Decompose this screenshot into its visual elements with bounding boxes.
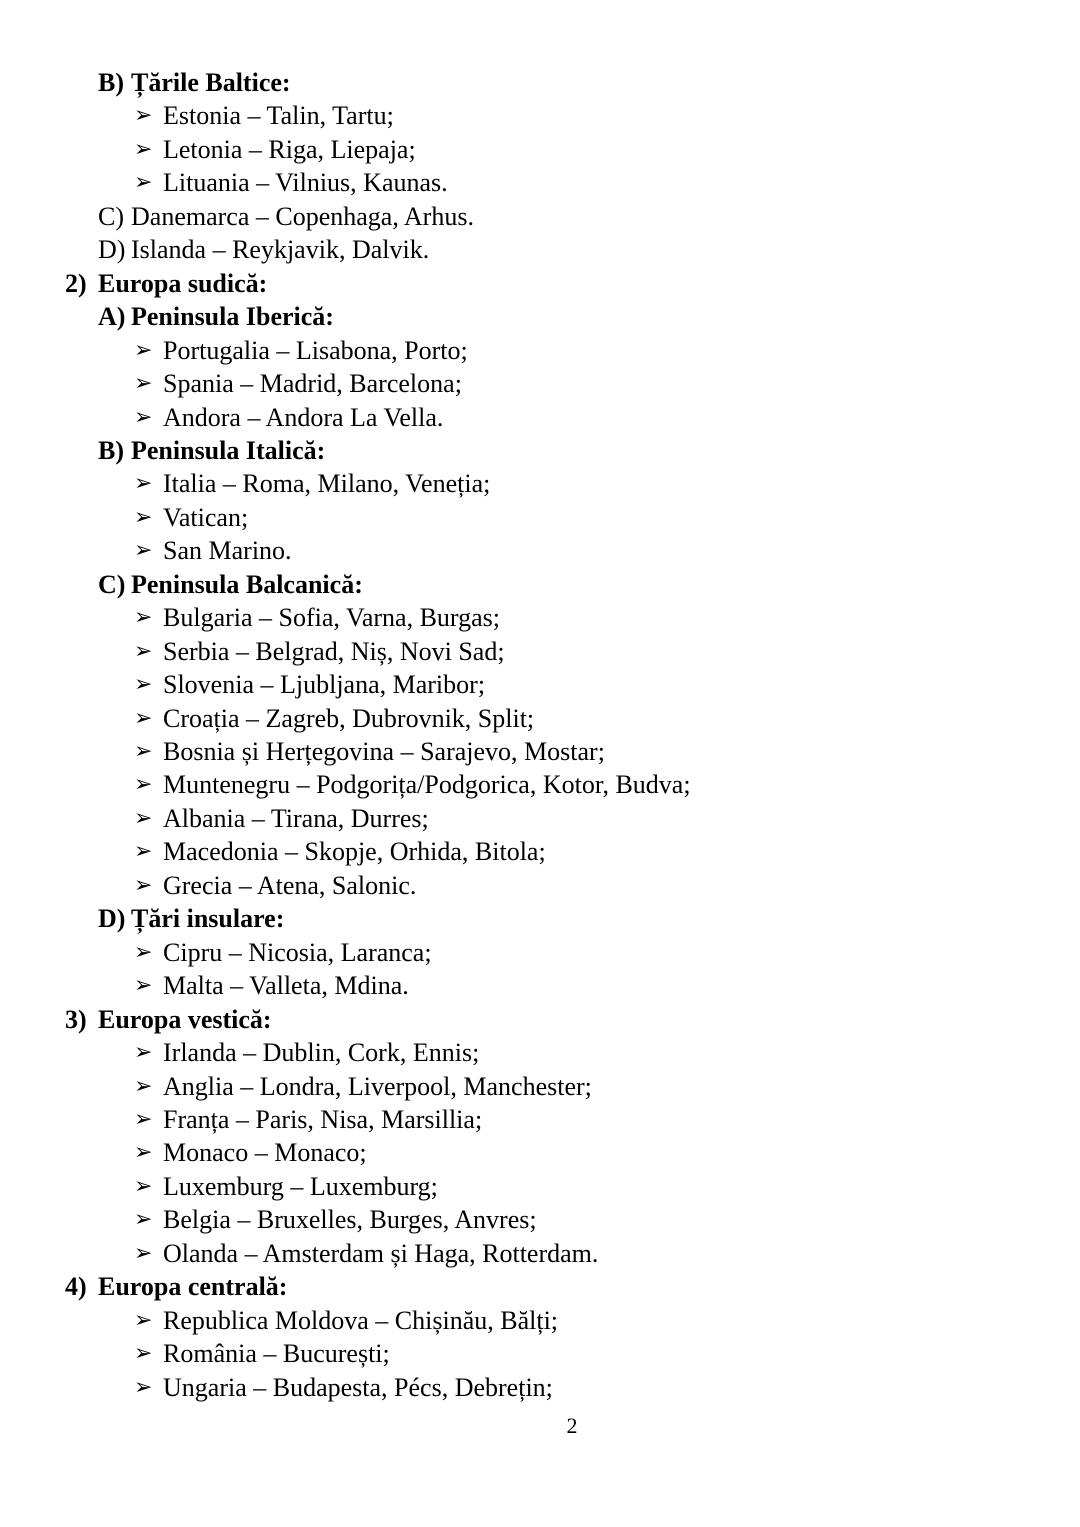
arrow-bullet-icon: ➢ bbox=[134, 872, 153, 898]
list-item-text: Italia – Roma, Milano, Veneția; bbox=[163, 469, 491, 499]
arrow-bullet-icon: ➢ bbox=[134, 1140, 153, 1166]
list-item-text: Macedonia – Skopje, Orhida, Bitola; bbox=[163, 837, 546, 867]
list-marker: 4) bbox=[65, 1272, 87, 1302]
subsection-title: Danemarca – Copenhaga, Arhus. bbox=[131, 201, 474, 231]
arrow-bullet-icon: ➢ bbox=[134, 103, 153, 129]
list-item-text: Vatican; bbox=[163, 502, 249, 532]
list-marker: 3) bbox=[65, 1004, 87, 1034]
subsection-title: Țări insulare: bbox=[131, 904, 285, 934]
list-item-text: Malta – Valleta, Mdina. bbox=[163, 971, 409, 1001]
list-item-text: Croația – Zagreb, Dubrovnik, Split; bbox=[163, 703, 535, 733]
arrow-bullet-icon: ➢ bbox=[134, 805, 153, 831]
list-item-text: Cipru – Nicosia, Laranca; bbox=[163, 937, 432, 967]
subsection-title: Peninsula Italică: bbox=[131, 435, 326, 465]
list-item-text: Irlanda – Dublin, Cork, Ennis; bbox=[163, 1038, 480, 1068]
arrow-bullet-icon: ➢ bbox=[134, 1307, 153, 1333]
list-item-text: Ungaria – Budapesta, Pécs, Debrețin; bbox=[163, 1372, 553, 1402]
list-item-text: Andora – Andora La Vella. bbox=[163, 402, 444, 432]
arrow-bullet-icon: ➢ bbox=[134, 538, 153, 564]
arrow-bullet-icon: ➢ bbox=[134, 939, 153, 965]
arrow-bullet-icon: ➢ bbox=[134, 638, 153, 664]
arrow-bullet-icon: ➢ bbox=[134, 705, 153, 731]
arrow-bullet-icon: ➢ bbox=[134, 1341, 153, 1367]
list-marker: D) bbox=[98, 904, 126, 934]
arrow-bullet-icon: ➢ bbox=[134, 1207, 153, 1233]
list-item-text: Anglia – Londra, Liverpool, Manchester; bbox=[163, 1071, 592, 1101]
list-item-text: Bulgaria – Sofia, Varna, Burgas; bbox=[163, 603, 500, 633]
list-item-text: România – București; bbox=[163, 1339, 390, 1369]
arrow-bullet-icon: ➢ bbox=[134, 1173, 153, 1199]
arrow-bullet-icon: ➢ bbox=[134, 1240, 153, 1266]
section-title: Europa sudică: bbox=[98, 268, 268, 298]
list-item-text: Grecia – Atena, Salonic. bbox=[163, 870, 417, 900]
list-item-text: Olanda – Amsterdam și Haga, Rotterdam. bbox=[163, 1238, 599, 1268]
list-item-text: Bosnia și Herțegovina – Sarajevo, Mostar; bbox=[163, 737, 605, 766]
subsection-title: Islanda – Reykjavik, Dalvik. bbox=[131, 235, 430, 265]
list-marker: C) bbox=[98, 201, 124, 231]
arrow-bullet-icon: ➢ bbox=[134, 973, 153, 999]
arrow-bullet-icon: ➢ bbox=[134, 170, 153, 196]
subsection-title: Peninsula Iberică: bbox=[131, 302, 334, 332]
arrow-bullet-icon: ➢ bbox=[134, 839, 153, 865]
arrow-bullet-icon: ➢ bbox=[134, 404, 153, 430]
arrow-bullet-icon: ➢ bbox=[134, 371, 153, 397]
arrow-bullet-icon: ➢ bbox=[134, 1040, 153, 1066]
arrow-bullet-icon: ➢ bbox=[134, 337, 153, 363]
list-item-text: Monaco – Monaco; bbox=[163, 1138, 367, 1168]
arrow-bullet-icon: ➢ bbox=[134, 1374, 153, 1400]
list-item-text: Lituania – Vilnius, Kaunas. bbox=[163, 168, 448, 198]
list-marker: B) bbox=[98, 68, 124, 97]
arrow-bullet-icon: ➢ bbox=[134, 605, 153, 631]
arrow-bullet-icon: ➢ bbox=[134, 136, 153, 162]
arrow-bullet-icon: ➢ bbox=[134, 1073, 153, 1099]
list-marker: A) bbox=[98, 302, 126, 332]
arrow-bullet-icon: ➢ bbox=[134, 504, 153, 530]
page-number: 2 bbox=[566, 1413, 578, 1438]
list-marker: B) bbox=[98, 435, 124, 465]
list-item-text: Slovenia – Ljubljana, Maribor; bbox=[163, 670, 486, 700]
list-marker: 2) bbox=[65, 268, 87, 298]
list-item-text: Franța – Paris, Nisa, Marsillia; bbox=[163, 1104, 483, 1134]
section-title: Europa centrală: bbox=[98, 1272, 288, 1302]
list-item-text: Republica Moldova – Chișinău, Bălți; bbox=[163, 1305, 559, 1335]
arrow-bullet-icon: ➢ bbox=[134, 471, 153, 497]
section-title: Europa vestică: bbox=[98, 1004, 272, 1034]
list-item-text: Estonia – Talin, Tartu; bbox=[163, 101, 394, 131]
arrow-bullet-icon: ➢ bbox=[134, 739, 153, 764]
list-marker: D) bbox=[98, 235, 126, 265]
list-item-text: Serbia – Belgrad, Niș, Novi Sad; bbox=[163, 636, 505, 666]
list-item-text: Letonia – Riga, Liepaja; bbox=[163, 134, 416, 164]
subsection-title: Peninsula Balcanică: bbox=[131, 569, 363, 599]
list-item-text: San Marino. bbox=[163, 536, 292, 566]
list-item-text: Luxemburg – Luxemburg; bbox=[163, 1171, 438, 1201]
arrow-bullet-icon: ➢ bbox=[134, 1106, 153, 1132]
arrow-bullet-icon: ➢ bbox=[134, 672, 153, 698]
list-marker: C) bbox=[98, 569, 126, 599]
list-item-text: Muntenegru – Podgorița/Podgorica, Kotor, Budva; bbox=[163, 770, 691, 800]
subsection-title: Țările Baltice: bbox=[131, 68, 291, 97]
list-item-text: Spania – Madrid, Barcelona; bbox=[163, 369, 462, 399]
list-item-text: Belgia – Bruxelles, Burges, Anvres; bbox=[163, 1205, 537, 1235]
list-item-text: Portugalia – Lisabona, Porto; bbox=[163, 335, 468, 365]
list-item-text: Albania – Tirana, Durres; bbox=[163, 803, 429, 833]
arrow-bullet-icon: ➢ bbox=[134, 772, 153, 798]
